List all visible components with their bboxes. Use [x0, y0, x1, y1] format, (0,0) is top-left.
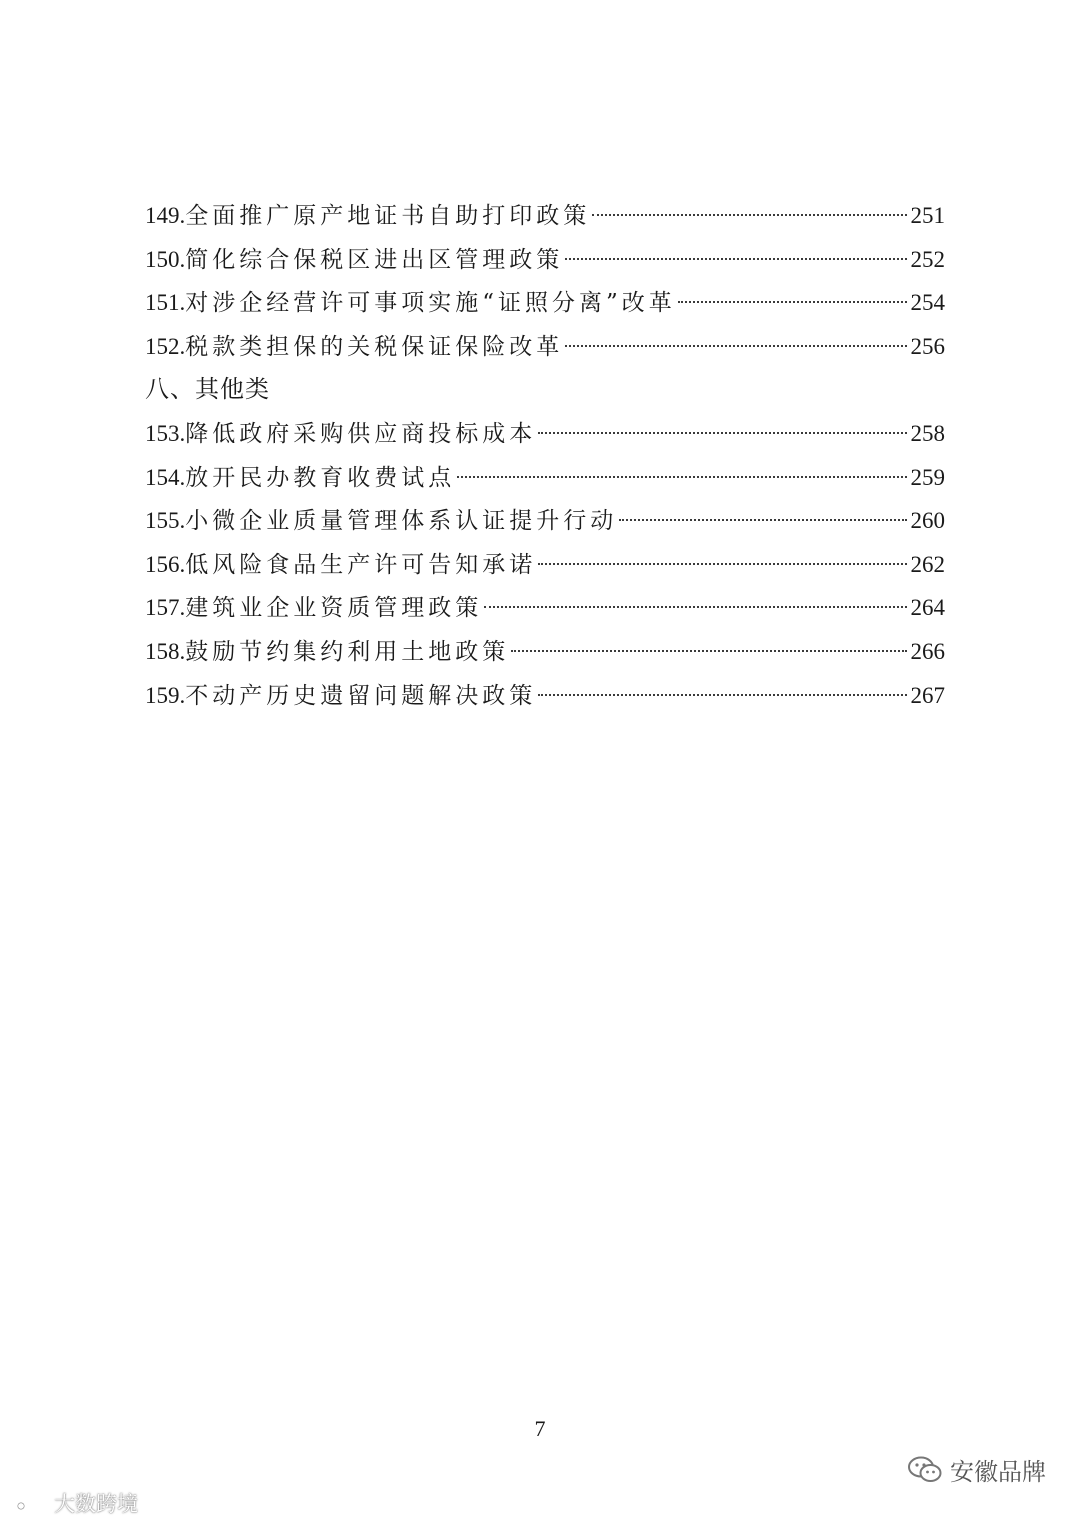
- toc-entry-page: 254: [910, 290, 945, 316]
- toc-entry-title: 鼓励节约集约利用土地政策: [185, 638, 510, 665]
- toc-entry-title: 放开民办教育收费试点: [185, 464, 456, 491]
- watermark-weibo: [8, 1488, 138, 1518]
- toc-entry-154[interactable]: [145, 456, 945, 500]
- toc-entry-page: 256: [910, 333, 945, 359]
- toc-entry-page: 252: [910, 246, 945, 272]
- toc-entry-150[interactable]: [145, 238, 945, 282]
- toc-entry-number: 156.: [145, 551, 186, 577]
- toc-entry-number: 149.: [145, 203, 186, 228]
- watermark-source-label: 大数跨境: [54, 1492, 138, 1516]
- toc-leader-dots: [678, 301, 907, 303]
- page-number: 7: [534, 1416, 546, 1441]
- table-of-contents: [145, 194, 945, 717]
- toc-entry-151[interactable]: [145, 281, 945, 325]
- toc-entry-page: 260: [910, 508, 945, 534]
- toc-entry-page: 259: [910, 464, 945, 490]
- section-heading-other: 八、其他类: [145, 375, 270, 404]
- toc-entry-159[interactable]: [145, 674, 945, 718]
- toc-entry-155[interactable]: [145, 499, 945, 543]
- toc-entry-149[interactable]: [145, 194, 945, 238]
- toc-entry-number: 158.: [145, 638, 186, 664]
- toc-entry-page: 266: [910, 638, 945, 664]
- toc-leader-dots: [619, 519, 906, 521]
- toc-entry-title: 全面推广原产地证书自助打印政策: [185, 203, 591, 229]
- toc-entry-152[interactable]: [145, 325, 945, 369]
- toc-entry-title: 低风险食品生产许可告知承诺: [185, 551, 537, 578]
- toc-entry-number: 154.: [145, 464, 186, 490]
- toc-entry-title: 税款类担保的关税保证保险改革: [185, 333, 564, 360]
- toc-entry-158[interactable]: [145, 630, 945, 674]
- toc-entry-title: 不动产历史遗留问题解决政策: [185, 682, 537, 709]
- toc-leader-dots: [511, 650, 906, 652]
- toc-entry-number: 155.: [145, 508, 186, 534]
- toc-entry-number: 152.: [145, 333, 186, 359]
- toc-leader-dots: [538, 563, 906, 565]
- toc-entry-number: 153.: [145, 420, 186, 446]
- toc-entry-number: 159.: [145, 682, 186, 708]
- toc-entry-153[interactable]: [145, 412, 945, 456]
- toc-entry-157[interactable]: [145, 586, 945, 630]
- toc-leader-dots: [565, 345, 906, 347]
- toc-entry-title: 对涉企经营许可事项实施“证照分离”改革: [185, 290, 676, 317]
- toc-leader-dots: [538, 694, 906, 696]
- weibo-icon: [8, 1490, 48, 1516]
- toc-entry-title: 小微企业质量管理体系认证提升行动: [185, 508, 618, 535]
- toc-entry-title: 简化综合保税区进出区管理政策: [185, 246, 564, 273]
- toc-leader-dots: [457, 476, 906, 478]
- toc-leader-dots: [484, 606, 906, 608]
- toc-entry-page: 262: [910, 551, 945, 577]
- toc-entry-title: 建筑业企业资质管理政策: [185, 595, 483, 622]
- toc-entry-number: 150.: [145, 246, 186, 272]
- toc-entry-number: 151.: [145, 290, 186, 316]
- toc-leader-dots: [592, 214, 906, 216]
- toc-entry-page: 258: [910, 420, 945, 446]
- watermark-brand-label: 安徽品牌: [950, 1458, 1046, 1486]
- toc-entry-156[interactable]: [145, 543, 945, 587]
- toc-entry-page: 264: [910, 595, 945, 621]
- toc-entry-page: 267: [910, 682, 945, 708]
- toc-leader-dots: [565, 258, 906, 260]
- toc-entry-number: 157.: [145, 595, 186, 621]
- wechat-icon: [908, 1456, 942, 1484]
- toc-entry-title: 降低政府采购供应商投标成本: [185, 420, 537, 447]
- toc-entry-page: 251: [910, 203, 945, 228]
- watermark-wechat: [908, 1452, 1046, 1487]
- toc-leader-dots: [538, 432, 906, 434]
